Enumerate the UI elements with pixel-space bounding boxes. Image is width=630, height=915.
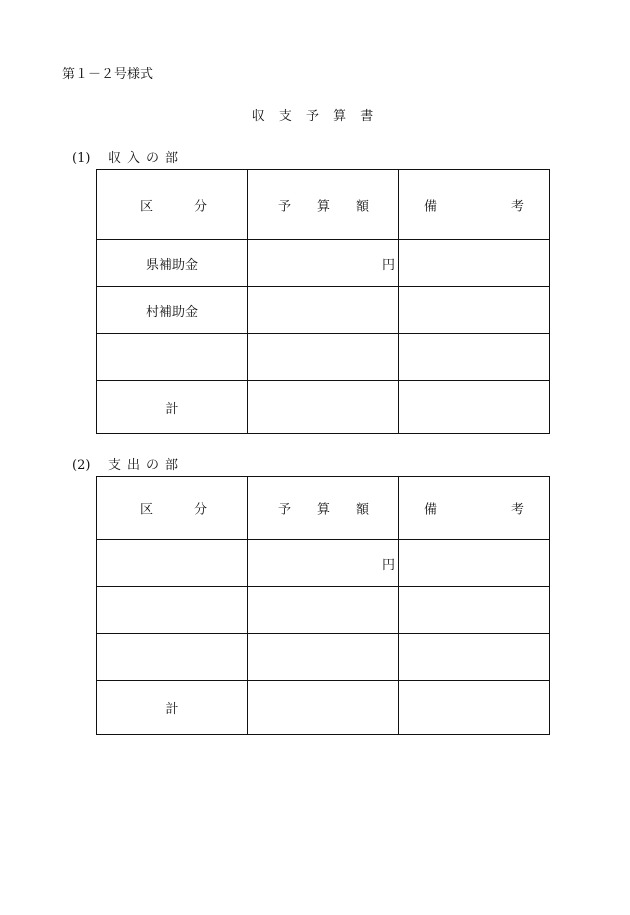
expense-header-budget-char1: 予 [278,502,292,518]
income-row-2-category: 村補助金 [97,287,248,334]
income-total-row [97,381,550,434]
expense-row-3-category [97,634,248,681]
expense-section-number: (2) [72,458,91,473]
income-row-2-remarks [399,287,550,334]
income-header-remarks-char2: 考 [511,199,525,214]
document-title: 収 支 予 算 書 [251,109,379,124]
income-header-budget-char3: 額 [356,199,370,214]
expense-header-remarks [399,477,550,540]
expense-row-3-remarks [399,634,550,681]
expense-row-2-remarks [399,587,550,634]
income-header-remarks-char1: 備 [424,199,438,214]
table-row [97,540,550,587]
expense-row-2-amount [248,587,399,634]
expense-row-1-category [97,540,248,587]
expense-row-1-amount: 円 [248,540,399,587]
table-row [97,240,550,287]
table-row [97,634,550,681]
expense-header-category-char1: 区 [140,502,154,518]
income-row-1-amount: 円 [248,240,399,287]
income-table [96,169,550,434]
income-header-budget-char2: 算 [317,199,331,214]
income-header-remarks [399,170,550,240]
income-row-3-remarks [399,334,550,381]
expense-header-budget-char3: 額 [356,502,370,518]
income-total-remarks [399,381,550,434]
income-row-1-category: 県補助金 [97,240,248,287]
expense-table [96,476,550,735]
table-row [97,287,550,334]
income-header-category-char2: 分 [194,199,208,214]
expense-total-row [97,681,550,735]
form-number: 第１－２号様式 [62,67,154,82]
expense-total-remarks [399,681,550,735]
income-section-title: 収入の部 [108,151,185,166]
expense-header-remarks-char2: 考 [511,502,525,518]
expense-header-budget-char2: 算 [317,502,331,518]
income-header-row [97,170,550,240]
expense-total-label: 計 [97,681,248,735]
expense-header-category [97,477,248,540]
income-row-1-remarks [399,240,550,287]
expense-row-2-category [97,587,248,634]
expense-row-3-amount [248,634,399,681]
income-section-heading [72,150,184,168]
income-header-category-char1: 区 [140,199,154,214]
income-total-amount [248,381,399,434]
expense-section-title: 支出の部 [108,458,185,473]
expense-header-remarks-char1: 備 [424,502,438,518]
table-row [97,587,550,634]
income-row-3-amount [248,334,399,381]
income-section-number: (1) [72,151,91,166]
expense-row-1-remarks [399,540,550,587]
expense-header-row [97,477,550,540]
income-row-3-category [97,334,248,381]
expense-total-amount [248,681,399,735]
income-header-budget [248,170,399,240]
expense-section-heading [72,457,184,475]
income-total-label: 計 [97,381,248,434]
expense-header-category-char2: 分 [194,502,208,518]
income-row-2-amount [248,287,399,334]
income-header-budget-char1: 予 [278,199,292,214]
expense-header-budget [248,477,399,540]
income-header-category [97,170,248,240]
table-row [97,334,550,381]
